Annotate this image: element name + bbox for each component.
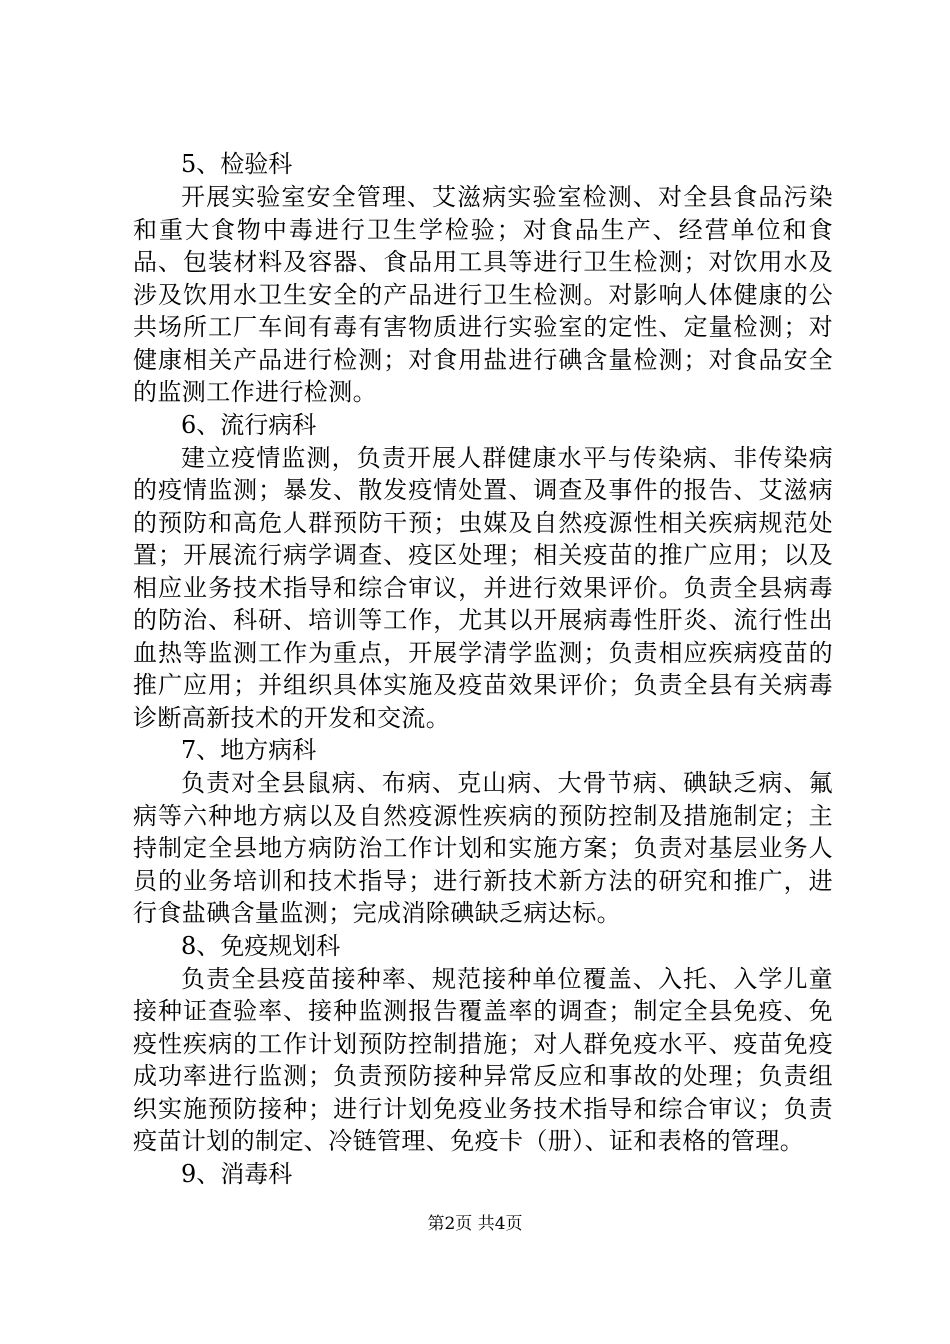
section-body-lab: 开展实验室安全管理、艾滋病实验室检测、对全县食品污染和重大食物中毒进行卫生学检验；对食品生产、经营单位和食品、包装材料及容器、食品用工具等进行卫生检测；对饮用水及涉及饮用水卫生安全的产品进行卫生检测。对影响人体健康的公共场所工厂车间有毒有害物质进行实验室的定性、定量检测；对健康相关产品进行检测；对食用盐进行碘含量检测；对食品安全的监测工作进行检测。: [133, 183, 833, 406]
section-heading-endemic: 7、地方病科: [181, 736, 317, 764]
section-heading-disinfection: 9、消毒科: [181, 1159, 293, 1188]
section-heading-lab: 5、检验科: [181, 150, 293, 178]
page-footer: 第2页 共4页: [427, 1214, 523, 1234]
section-heading-immunization: 8、免疫规划科: [181, 931, 341, 960]
document-body: [133, 148, 833, 1191]
section-heading-epidemiology: 6、流行病科: [181, 410, 317, 439]
section-body-immunization: 负责全县疫苗接种率、规范接种单位覆盖、入托、入学儿童接种证查验率、接种监测报告覆盖率的调查；制定全县免疫、免疫性疾病的工作计划预防控制措施；对人群免疫水平、疫苗免疫成功率进行监测；负责预防接种异常反应和事故的处理；负责组织实施预防接种；进行计划免疫业务技术指导和综合审议；负责疫苗计划的制定、冷链管理、免疫卡（册）、证和表格的管理。: [133, 964, 833, 1155]
section-body-endemic: 负责对全县鼠病、布病、克山病、大骨节病、碘缺乏病、氟病等六种地方病以及自然疫源性疾病的预防控制及措施制定；主持制定全县地方病防治工作计划和实施方案；负责对基层业务人员的业务培训和技术指导；进行新技术新方法的研究和推广，进行食盐碘含量监测；完成消除碘缺乏病达标。: [133, 769, 833, 927]
section-body-epidemiology: 建立疫情监测，负责开展人群健康水平与传染病、非传染病的疫情监测；暴发、散发疫情处置、调查及事件的报告、艾滋病的预防和高危人群预防干预；虫媒及自然疫源性相关疾病规范处置；开展流行病学调查、疫区处理；相关疫苗的推广应用；以及相应业务技术指导和综合审议，并进行效果评价。负责全县病毒的防治、科研、培训等工作，尤其以开展病毒性肝炎、流行性出血热等监测工作为重点，开展学清学监测；负责相应疾病疫苗的推广应用；并组织具体实施及疫苗效果评价；负责全县有关病毒诊断高新技术的开发和交流。: [133, 443, 833, 732]
